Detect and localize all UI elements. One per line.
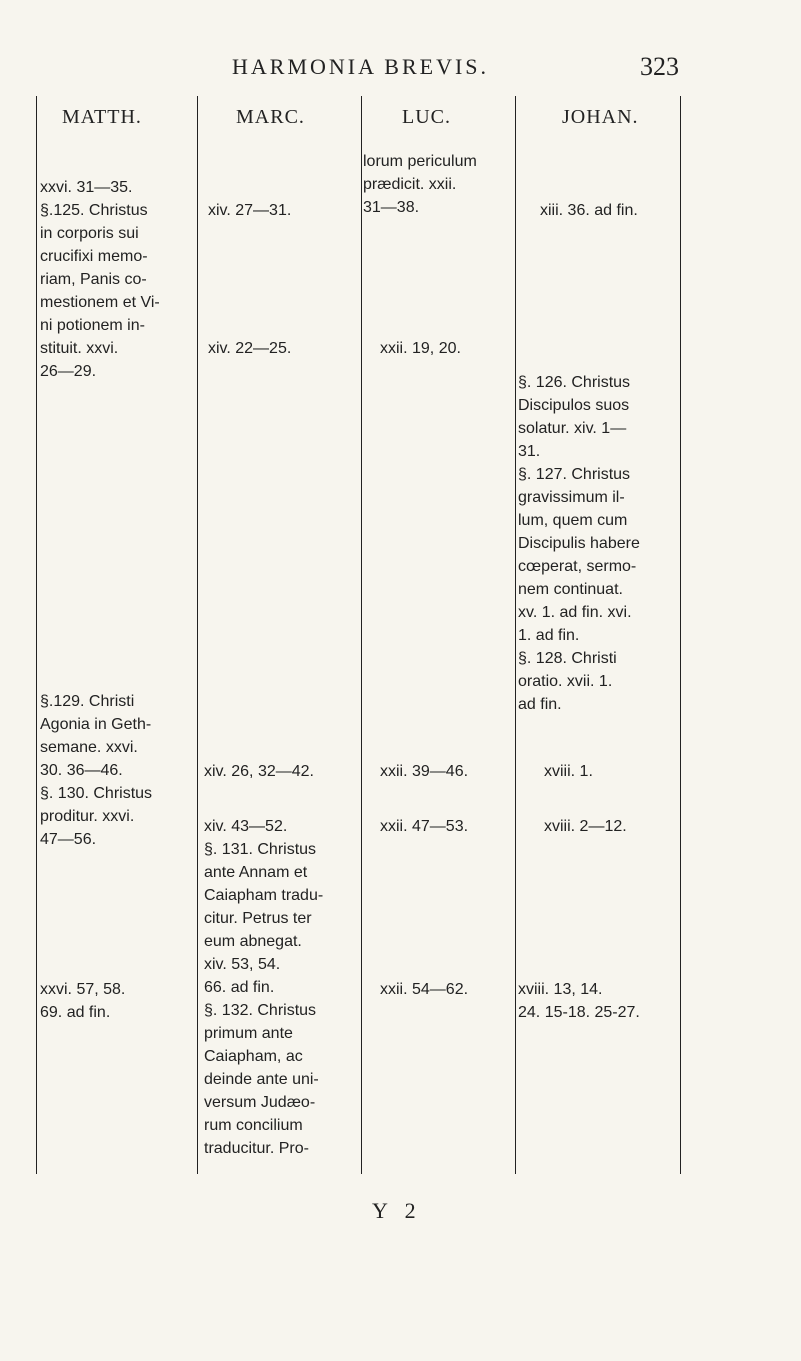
johan-entry-1: xiii. 36. ad fin.: [540, 202, 638, 219]
marc-entry-2: xiv. 22—25.: [208, 340, 292, 357]
johan-entry-2: §. 126. Christus Discipulos suos solatur. xiv. 1— 31. §. 127. Christus gravissimum il- lum, quem cum Discipulis habere cœperat, sermo- nem continuat. xv. 1. ad fin. xvi. 1. ad fin. §. 128. Christi oratio. xvii. 1. ad fin.: [518, 374, 640, 713]
marc-entry-3: xiv. 26, 32—42.: [204, 763, 314, 780]
signature-mark: Y 2: [372, 1198, 422, 1223]
marc-entry-4: xiv. 43—52. §. 131. Christus ante Annam et Caiapham tradu- citur. Petrus ter eum abnegat. xiv. 53, 54. 66. ad fin. §. 132. Christus primum ante Caiapham, ac deinde ante uni- versum Judæo- rum concilium traducitur. Pro-: [204, 818, 324, 1157]
running-head: HARMONIA BREVIS.: [232, 54, 490, 79]
johan-entry-3: xviii. 1.: [544, 763, 593, 780]
column-rule-right: [680, 96, 681, 1174]
marc-entry-1: xiv. 27—31.: [208, 202, 292, 219]
column-rule-left: [36, 96, 37, 1174]
column-heading-marc: MARC.: [236, 106, 305, 128]
page-number: 323: [640, 52, 679, 81]
column-heading-matth: MATTH.: [62, 106, 142, 128]
matth-entry-2: §.129. Christi Agonia in Geth- semane. xxvi. 30. 36—46. §. 130. Christus proditur. xxvi. 47—56.: [40, 693, 153, 848]
matth-entry-3: xxvi. 57, 58. 69. ad fin.: [40, 981, 126, 1021]
luc-entry-1: lorum periculum prædicit. xxii. 31—38.: [363, 153, 477, 216]
luc-entry-4: xxii. 47—53.: [380, 818, 469, 835]
johan-entry-4: xviii. 2—12.: [544, 818, 627, 835]
luc-entry-5: xxii. 54—62.: [380, 981, 469, 998]
johan-entry-5: xviii. 13, 14. 24. 15-18. 25-27.: [518, 981, 640, 1021]
column-heading-johan: JOHAN.: [562, 106, 639, 128]
luc-entry-2: xxii. 19, 20.: [380, 340, 461, 357]
matth-entry-1: xxvi. 31—35. §.125. Christus in corporis sui crucifixi memo- riam, Panis co- mestionem et Vi- ni potionem in- stituit. xxvi. 26—29.: [40, 179, 160, 380]
column-rule-3: [515, 96, 516, 1174]
column-heading-luc: LUC.: [402, 106, 451, 128]
luc-entry-3: xxii. 39—46.: [380, 763, 469, 780]
